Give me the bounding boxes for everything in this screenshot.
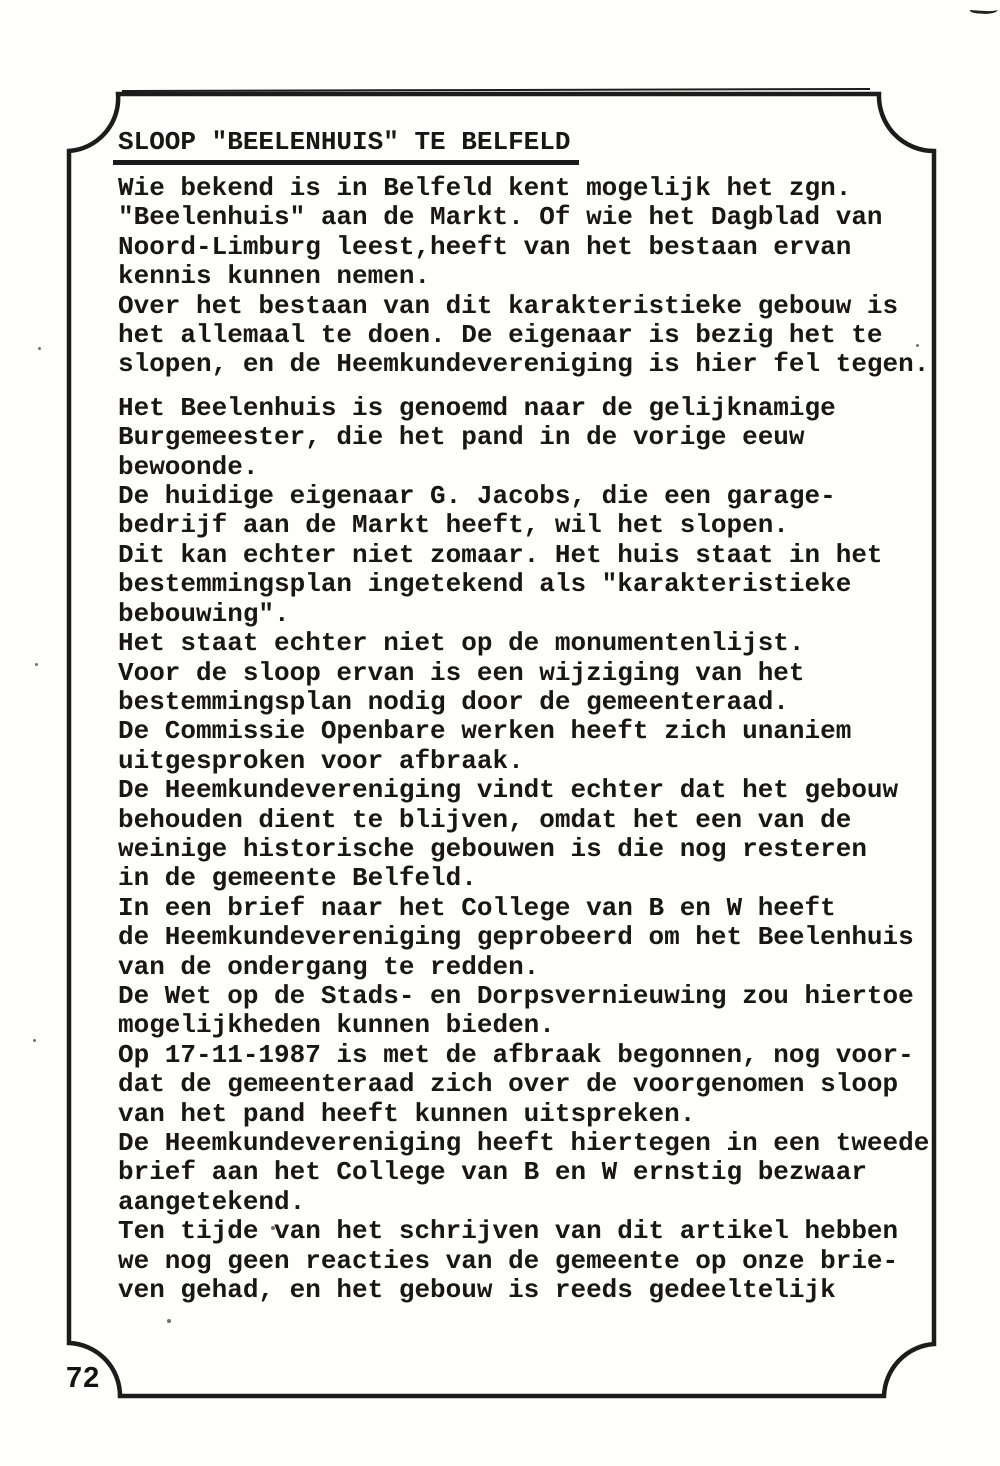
border-double-stroke [122, 89, 870, 91]
text-line: kennis kunnen nemen. [118, 261, 431, 292]
text-line: uitgesproken voor afbraak. [118, 745, 524, 776]
text-line: Burgemeester, die het pand in de vorige eeuw [118, 422, 805, 453]
text-line: behouden dient te blijven, omdat het een van de [118, 804, 852, 835]
text-line: Dit kan echter niet zomaar. Het huis staat in het [118, 539, 883, 570]
scan-speck [38, 347, 41, 350]
text-line: brief aan het College van B en W ernstig bezwaar [118, 1157, 867, 1188]
scan-speck [33, 1039, 36, 1042]
text-line: dat de gemeenteraad zich over de voorgenomen sloop [118, 1069, 899, 1100]
text-line: aangetekend. [118, 1186, 306, 1217]
page-number: 72 [66, 1362, 101, 1394]
text-line: Het Beelenhuis is genoemd naar de gelijknamige [118, 392, 836, 423]
text-line: Ten tijde van het schrijven van dit artikel hebben [118, 1216, 899, 1247]
text-line: mogelijkheden kunnen bieden. [118, 1010, 555, 1041]
text-line: De Wet op de Stads- en Dorpsvernieuwing zou hiertoe [118, 980, 914, 1011]
text-line: Over het bestaan van dit karakteristieke gebouw is [118, 290, 899, 321]
paragraph [118, 174, 944, 380]
text-line: bestemmingsplan nodig door de gemeenteraad. [118, 686, 789, 717]
text-line: De huidige eigenaar G. Jacobs, die een garage- [118, 481, 836, 512]
text-line: ven gehad, en het gebouw is reeds gedeeltelijk [118, 1275, 836, 1306]
text-line: van de ondergang te redden. [118, 951, 540, 982]
text-line: het allemaal te doen. De eigenaar is bezig het te [118, 320, 883, 351]
text-line: Noord-Limburg leest,heeft van het bestaan ervan [118, 231, 852, 262]
scan-speck [167, 1319, 171, 1323]
article [118, 126, 944, 1305]
text-line: De Commissie Openbare werken heeft zich unaniem [118, 716, 852, 747]
text-line: Het staat echter niet op de monumentenlijst. [118, 628, 805, 659]
text-line: we nog geen reacties van de gemeente op onze brie- [118, 1245, 899, 1276]
text-line: Wie bekend is in Belfeld kent mogelijk het zgn. [118, 173, 852, 203]
text-line: De Heemkundevereniging vindt echter dat het gebouw [118, 775, 899, 806]
text-line: bebouwing". [118, 598, 290, 629]
text-line: Voor de sloop ervan is een wijziging van het [118, 657, 805, 688]
text-line: in de gemeente Belfeld. [118, 863, 477, 894]
text-line: bestemmingsplan ingetekend als "karakteristieke [118, 569, 852, 600]
scan-speck [35, 663, 38, 666]
text-line: "Beelenhuis" aan de Markt. Of wie het Dagblad van [118, 202, 883, 233]
text-line: slopen, en de Heemkundevereniging is hier fel tegen. [118, 349, 930, 380]
text-line: bedrijf aan de Markt heeft, wil het slopen. [118, 510, 789, 541]
text-line: bewoonde. [118, 451, 259, 482]
text-line: weinige historische gebouwen is die nog resteren [118, 833, 867, 864]
text-line: Op 17-11-1987 is met de afbraak begonnen, nog voor- [118, 1039, 914, 1070]
text-line: De Heemkundevereniging heeft hiertegen in een tweede [118, 1128, 930, 1158]
text-line: In een brief naar het College van B en W heeft [118, 892, 836, 923]
text-line: de Heemkundevereniging geprobeerd om het Beelenhuis [118, 922, 914, 953]
article-title: SLOOP "BEELENHUIS" TE BELFELD [113, 126, 579, 165]
paragraph [118, 394, 944, 1306]
scan-pen-mark [970, 4, 999, 15]
text-line: van het pand heeft kunnen uitspreken. [118, 1098, 696, 1129]
